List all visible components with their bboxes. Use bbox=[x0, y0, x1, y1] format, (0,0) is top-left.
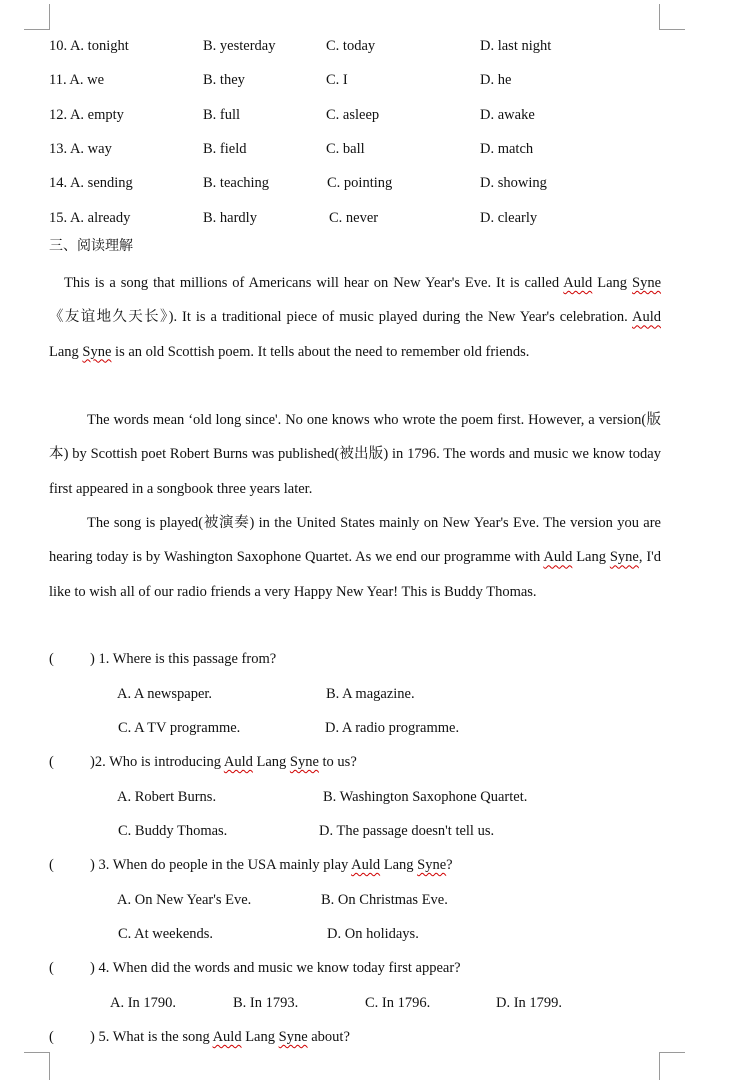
crop-mark-top-right-h bbox=[659, 29, 685, 30]
option-b: B. Washington Saxophone Quartet. bbox=[323, 789, 528, 805]
song-title-word: Lang bbox=[597, 275, 628, 291]
crop-mark-bottom-right-h bbox=[659, 1052, 685, 1053]
option-c: C. A TV programme. bbox=[118, 720, 241, 736]
choice-option-a: 14. A. sending bbox=[49, 175, 133, 191]
choice-option-a: 12. A. empty bbox=[49, 107, 124, 123]
passage-text: is an old Scottish poem. It tells about the need to remember old friends. bbox=[111, 343, 530, 360]
song-title-word: Syne bbox=[289, 754, 319, 770]
choice-option-c: C. ball bbox=[326, 141, 365, 157]
question-text: ) 4. When did the words and music we know today first appear? bbox=[90, 960, 461, 976]
crop-mark-bottom-left-v bbox=[49, 1052, 50, 1080]
song-title-word: Syne bbox=[278, 1029, 308, 1045]
choice-row-11 bbox=[49, 72, 689, 92]
choice-option-d: D. he bbox=[480, 72, 512, 88]
song-title-word: Lang bbox=[49, 343, 79, 360]
option-d: D. A radio programme. bbox=[325, 720, 460, 736]
choice-option-a: 11. A. we bbox=[49, 72, 105, 88]
option-a: A. A newspaper. bbox=[117, 686, 213, 702]
question-text: ) 5. What is the song bbox=[90, 1029, 213, 1045]
section-heading: 三、阅读理解 bbox=[49, 238, 133, 254]
question-text: ) 1. Where is this passage from? bbox=[90, 651, 277, 667]
passage-text: The song is played(被演奏) in the United States mainly on New Year's Eve. The version you are hearing today is by Washington Saxophone Quartet. As we end our programme with bbox=[49, 515, 661, 566]
choice-option-a: 13. A. way bbox=[49, 141, 112, 157]
song-title-word: Lang bbox=[383, 857, 414, 873]
choice-row-15 bbox=[49, 210, 689, 230]
choice-option-b: B. field bbox=[203, 141, 247, 157]
song-title-word: Auld bbox=[223, 754, 253, 770]
question-text: about? bbox=[307, 1029, 350, 1045]
choice-row-13 bbox=[49, 141, 689, 161]
song-title-word: Syne bbox=[632, 275, 662, 291]
question-text: ? bbox=[446, 857, 453, 873]
crop-mark-top-left-h bbox=[24, 29, 50, 30]
question-text: )2. Who is introducing bbox=[90, 754, 224, 770]
choice-option-b: B. they bbox=[203, 72, 245, 88]
option-d: D. In 1799. bbox=[496, 995, 563, 1011]
answer-blank[interactable]: ( bbox=[49, 651, 54, 667]
choice-option-b: B. teaching bbox=[203, 175, 270, 191]
crop-mark-bottom-left-h bbox=[24, 1052, 50, 1053]
answer-blank[interactable]: ( bbox=[49, 857, 54, 873]
option-d: D. The passage doesn't tell us. bbox=[319, 823, 495, 839]
choice-option-c: C. asleep bbox=[326, 107, 380, 123]
crop-mark-top-right-v bbox=[659, 4, 660, 30]
passage-paragraph-2 bbox=[49, 403, 661, 506]
choice-row-10 bbox=[49, 38, 689, 58]
choice-option-b: B. yesterday bbox=[203, 38, 276, 54]
passage-text: The words mean ‘old long since'. No one knows who wrote the poem first. However, a version(版本) by Scottish poet Robert Burns was published(被出版) in 1796. The words and music we know today first appeared in a songbook three years later. bbox=[49, 412, 661, 497]
crop-mark-bottom-right-v bbox=[659, 1052, 660, 1080]
choice-option-c: C. today bbox=[326, 38, 376, 54]
option-d: D. On holidays. bbox=[327, 926, 419, 942]
song-title-word: Lang bbox=[245, 1029, 275, 1045]
song-title-word: Lang bbox=[576, 549, 606, 566]
option-b: B. In 1793. bbox=[233, 995, 299, 1011]
option-b: B. On Christmas Eve. bbox=[321, 892, 448, 908]
answer-blank[interactable]: ( bbox=[49, 1029, 54, 1045]
choice-option-d: D. awake bbox=[480, 107, 535, 123]
option-a: A. In 1790. bbox=[110, 995, 177, 1011]
crop-mark-top-left-v bbox=[49, 4, 50, 30]
song-title-word: Syne bbox=[417, 857, 447, 873]
choice-row-14 bbox=[49, 175, 689, 195]
song-title-word: Auld bbox=[632, 309, 661, 326]
passage-text: This is a song that millions of Americans will hear on New Year's Eve. It is called bbox=[64, 275, 564, 291]
choice-row-12 bbox=[49, 107, 689, 127]
choice-option-d: D. showing bbox=[480, 175, 547, 191]
choice-option-a: 10. A. tonight bbox=[49, 38, 129, 54]
passage-paragraph-3 bbox=[49, 506, 661, 609]
option-c: C. In 1796. bbox=[365, 995, 431, 1011]
option-a: A. Robert Burns. bbox=[117, 789, 217, 805]
option-a: A. On New Year's Eve. bbox=[117, 892, 252, 908]
option-c: C. Buddy Thomas. bbox=[118, 823, 228, 839]
song-title-word: Auld bbox=[563, 275, 593, 291]
song-title-word: Auld bbox=[543, 549, 573, 566]
choice-option-d: D. last night bbox=[480, 38, 552, 54]
passage-text: , I'd like to wish all of our radio friends a very Happy New Year! This is Buddy Thomas. bbox=[49, 549, 662, 600]
song-title-word: Auld bbox=[351, 857, 381, 873]
passage-text: 《友谊地久天长》). It is a traditional piece of music played during the New Year's celebration. bbox=[49, 309, 632, 326]
question-text: ) 3. When do people in the USA mainly play bbox=[90, 857, 352, 873]
choice-option-a: 15. A. already bbox=[49, 210, 131, 226]
passage-paragraph-1 bbox=[49, 266, 661, 369]
answer-blank[interactable]: ( bbox=[49, 754, 54, 770]
choice-option-c: C. never bbox=[329, 210, 379, 226]
song-title-word: Syne bbox=[82, 343, 112, 360]
choice-option-d: D. clearly bbox=[480, 210, 538, 226]
option-c: C. At weekends. bbox=[118, 926, 214, 942]
choice-option-d: D. match bbox=[480, 141, 534, 157]
song-title-word: Lang bbox=[256, 754, 287, 770]
choice-option-c: C. pointing bbox=[327, 175, 393, 191]
song-title-word: Auld bbox=[212, 1029, 242, 1045]
answer-blank[interactable]: ( bbox=[49, 960, 54, 976]
choice-option-c: C. I bbox=[326, 72, 348, 88]
choice-option-b: B. hardly bbox=[203, 210, 257, 226]
question-text: to us? bbox=[318, 754, 357, 770]
choice-option-b: B. full bbox=[203, 107, 241, 123]
option-b: B. A magazine. bbox=[326, 686, 415, 702]
song-title-word: Syne bbox=[609, 549, 639, 566]
